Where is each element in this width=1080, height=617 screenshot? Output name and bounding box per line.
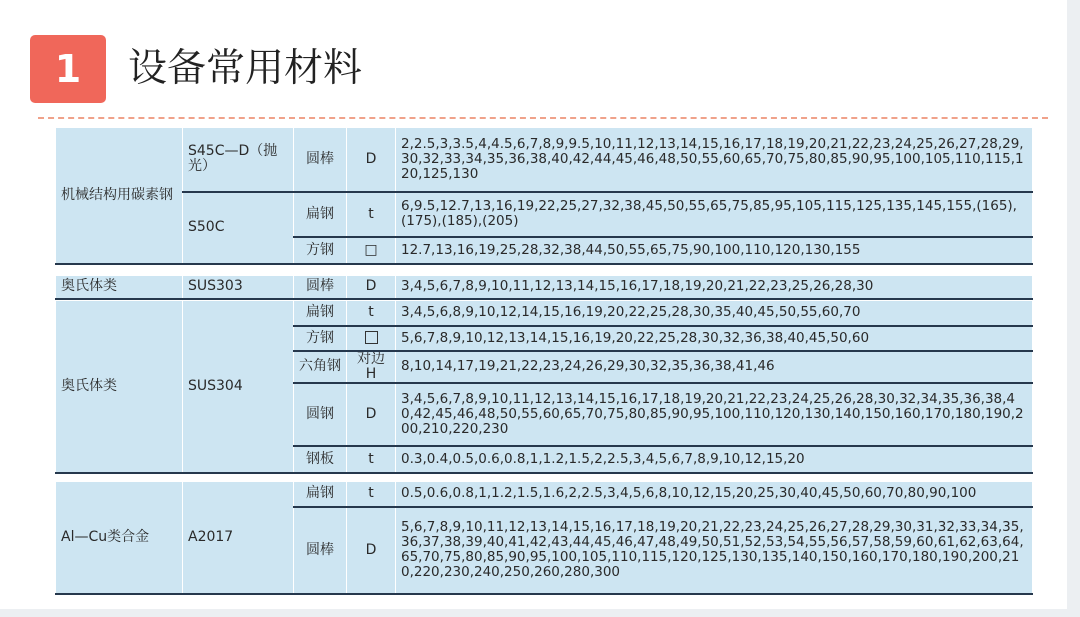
material-table-al-cu-alloy bbox=[55, 481, 1033, 595]
shape-cell: 钢板 bbox=[294, 446, 347, 473]
category-cell: Al—Cu类合金 bbox=[56, 482, 183, 594]
sizes-cell: 0.5,0.6,0.8,1,1.2,1.5,1.6,2,2.5,3,4,5,6,8,10,12,15,20,25,30,40,45,50,60,70,80,90,100 bbox=[396, 482, 1033, 507]
sizes-cell: 8,10,14,17,19,21,22,23,24,26,29,30,32,35,36,38,41,46 bbox=[396, 351, 1033, 383]
category-cell: 奥氏体类 bbox=[56, 301, 183, 473]
grade-cell: SUS303 bbox=[183, 276, 294, 299]
page-title: 设备常用材料 bbox=[128, 46, 363, 91]
sizes-cell: 12.7,13,16,19,25,28,32,38,44,50,55,65,75,90,100,110,120,130,155 bbox=[396, 237, 1033, 264]
dimension-cell: 对边H bbox=[347, 351, 396, 383]
dashed-divider bbox=[38, 117, 1048, 119]
sizes-cell: 5,6,7,8,9,10,12,13,14,15,16,19,20,22,25,28,30,32,36,38,40,45,50,60 bbox=[396, 326, 1033, 351]
dimension-cell: t bbox=[347, 301, 396, 326]
sizes-cell: 3,4,5,6,8,9,10,12,14,15,16,19,20,22,25,28,30,35,40,45,50,55,60,70 bbox=[396, 301, 1033, 326]
shape-cell: 圆钢 bbox=[294, 383, 347, 446]
dimension-cell: D bbox=[347, 128, 396, 192]
sizes-cell: 3,4,5,6,7,8,9,10,11,12,13,14,15,16,17,18,19,20,21,22,23,24,25,26,28,30,32,34,35,36,38,40,42,45,46,48,50,55,60,65,70,75,80,85,90,95,100,110,120,130,140,150,160,170,180,190,200,210,220,230 bbox=[396, 383, 1033, 446]
table-row bbox=[56, 276, 1033, 299]
material-table-sus303 bbox=[55, 275, 1033, 300]
dimension-cell: t bbox=[347, 446, 396, 473]
shape-cell: 扁钢 bbox=[294, 482, 347, 507]
grade-cell: S45C—D（抛光） bbox=[183, 128, 294, 192]
dimension-cell: □ bbox=[347, 237, 396, 264]
sizes-cell: 5,6,7,8,9,10,11,12,13,14,15,16,17,18,19,20,21,22,23,24,25,26,27,28,29,30,31,32,33,34,35,36,37,38,39,40,41,42,43,44,45,46,47,48,49,50,51,52,53,54,55,56,57,58,59,60,61,62,63,64,65,70,75,80,85,90,95,100,105,110,115,120,125,130,135,140,150,160,170,180,190,200,210,220,230,240,250,260,280,300 bbox=[396, 507, 1033, 594]
sizes-cell: 2,2.5,3,3.5,4,4.5,6,7,8,9,9.5,10,11,12,13,14,15,16,17,18,19,20,21,22,23,24,25,26,27,28,29,30,32,33,34,35,36,38,40,42,44,45,46,48,50,55,60,65,70,75,80,85,90,95,100,105,110,115,120,125,130 bbox=[396, 128, 1033, 192]
shape-cell: 圆棒 bbox=[294, 276, 347, 299]
dimension-cell: t bbox=[347, 192, 396, 237]
shape-cell: 圆棒 bbox=[294, 507, 347, 594]
table-row bbox=[56, 482, 1033, 507]
shape-cell: 圆棒 bbox=[294, 128, 347, 192]
dimension-cell: D bbox=[347, 507, 396, 594]
shape-cell: 六角钢 bbox=[294, 351, 347, 383]
sizes-cell: 0.3,0.4,0.5,0.6,0.8,1,1.2,1.5,2,2.5,3,4,5,6,7,8,9,10,12,15,20 bbox=[396, 446, 1033, 473]
grade-cell: S50C bbox=[183, 192, 294, 264]
shape-cell: 方钢 bbox=[294, 326, 347, 351]
material-table-carbon-steel bbox=[55, 127, 1033, 265]
square-symbol-icon bbox=[365, 331, 378, 344]
dimension-cell bbox=[347, 326, 396, 351]
shape-cell: 扁钢 bbox=[294, 301, 347, 326]
category-cell: 奥氏体类 bbox=[56, 276, 183, 299]
dimension-cell: t bbox=[347, 482, 396, 507]
category-cell: 机械结构用碳素钢 bbox=[56, 128, 183, 264]
shape-cell: 扁钢 bbox=[294, 192, 347, 237]
dimension-cell: D bbox=[347, 276, 396, 299]
table-row bbox=[56, 128, 1033, 192]
dimension-cell: D bbox=[347, 383, 396, 446]
table-row bbox=[56, 301, 1033, 326]
sizes-cell: 3,4,5,6,7,8,9,10,11,12,13,14,15,16,17,18,19,20,21,22,23,25,26,28,30 bbox=[396, 276, 1033, 299]
sizes-cell: 6,9.5,12.7,13,16,19,22,25,27,32,38,45,50,55,65,75,85,95,105,115,125,135,145,155,(165),(175),(185),(205) bbox=[396, 192, 1033, 237]
section-number-badge: 1 bbox=[30, 35, 106, 103]
table-row bbox=[56, 192, 1033, 237]
material-table-sus304 bbox=[55, 300, 1033, 474]
shape-cell: 方钢 bbox=[294, 237, 347, 264]
grade-cell: A2017 bbox=[183, 482, 294, 594]
grade-cell: SUS304 bbox=[183, 301, 294, 473]
